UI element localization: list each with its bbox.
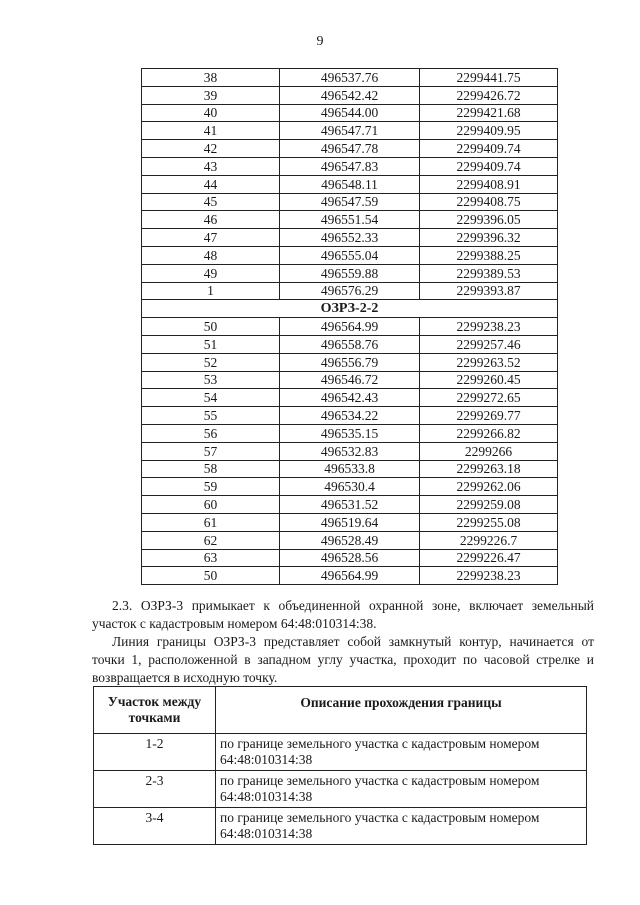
coord-y: 2299393.87 xyxy=(420,282,558,300)
table-row xyxy=(142,122,558,140)
point-number: 47 xyxy=(142,229,280,247)
coord-y: 2299226.47 xyxy=(420,549,558,567)
description-cell: по границе земельного участка с кадастровым номером 64:48:010314:38 xyxy=(216,808,587,845)
table-row xyxy=(142,69,558,87)
point-number: 46 xyxy=(142,211,280,229)
table-row xyxy=(94,771,587,808)
coord-y: 2299263.52 xyxy=(420,353,558,371)
table-row xyxy=(142,318,558,336)
coord-x: 496528.56 xyxy=(280,549,420,567)
table-row xyxy=(142,478,558,496)
coord-y: 2299408.91 xyxy=(420,175,558,193)
description-cell: по границе земельного участка с кадастровым номером 64:48:010314:38 xyxy=(216,734,587,771)
coord-y: 2299408.75 xyxy=(420,193,558,211)
table-row xyxy=(142,567,558,585)
table-row xyxy=(142,229,558,247)
point-number: 49 xyxy=(142,264,280,282)
point-number: 38 xyxy=(142,69,280,87)
table-row xyxy=(142,211,558,229)
coord-y: 2299409.74 xyxy=(420,140,558,158)
coord-x: 496564.99 xyxy=(280,567,420,585)
segment-cell: 2-3 xyxy=(94,771,216,808)
table-row xyxy=(142,86,558,104)
page-number: 9 xyxy=(316,34,324,49)
table-row xyxy=(142,193,558,211)
point-number: 51 xyxy=(142,335,280,353)
table-row xyxy=(142,496,558,514)
coord-x: 496551.54 xyxy=(280,211,420,229)
coord-x: 496535.15 xyxy=(280,424,420,442)
coord-y: 2299441.75 xyxy=(420,69,558,87)
coord-y: 2299269.77 xyxy=(420,407,558,425)
coord-x: 496546.72 xyxy=(280,371,420,389)
coord-x: 496547.78 xyxy=(280,140,420,158)
paragraph-boundary-line xyxy=(92,633,594,687)
coord-x: 496528.49 xyxy=(280,531,420,549)
coord-x: 496564.99 xyxy=(280,318,420,336)
table-row xyxy=(94,734,587,771)
coord-x: 496547.59 xyxy=(280,193,420,211)
table-row xyxy=(142,389,558,407)
coord-x: 496544.00 xyxy=(280,104,420,122)
coord-x: 496547.83 xyxy=(280,157,420,175)
coord-y: 2299389.53 xyxy=(420,264,558,282)
point-number: 57 xyxy=(142,442,280,460)
coord-y: 2299409.74 xyxy=(420,157,558,175)
paragraph-ozrz-3-intro xyxy=(92,597,594,633)
paragraph-text: Линия границы ОЗРЗ-3 представляет собой замкнутый контур, начинается от точки 1, расположенной в западном углу участка, проходит по часовой стрелке и возвращается в исходную точку. xyxy=(92,634,594,685)
point-number: 41 xyxy=(142,122,280,140)
coord-x: 496531.52 xyxy=(280,496,420,514)
coord-x: 496533.8 xyxy=(280,460,420,478)
coord-y: 2299255.08 xyxy=(420,513,558,531)
point-number: 39 xyxy=(142,86,280,104)
table-row xyxy=(142,442,558,460)
coordinates-table xyxy=(141,68,558,585)
point-number: 63 xyxy=(142,549,280,567)
point-number: 56 xyxy=(142,424,280,442)
coord-x: 496534.22 xyxy=(280,407,420,425)
table-row xyxy=(142,424,558,442)
section-row xyxy=(142,300,558,318)
table-row xyxy=(142,353,558,371)
segment-cell: 3-4 xyxy=(94,808,216,845)
coord-x: 496537.76 xyxy=(280,69,420,87)
coord-y: 2299272.65 xyxy=(420,389,558,407)
coord-y: 2299238.23 xyxy=(420,318,558,336)
description-cell: по границе земельного участка с кадастровым номером 64:48:010314:38 xyxy=(216,771,587,808)
coord-y: 2299238.23 xyxy=(420,567,558,585)
point-number: 44 xyxy=(142,175,280,193)
point-number: 45 xyxy=(142,193,280,211)
point-number: 43 xyxy=(142,157,280,175)
point-number: 48 xyxy=(142,246,280,264)
coord-x: 496542.43 xyxy=(280,389,420,407)
coord-y: 2299259.08 xyxy=(420,496,558,514)
coord-y: 2299262.06 xyxy=(420,478,558,496)
coord-x: 496556.79 xyxy=(280,353,420,371)
table-row xyxy=(142,140,558,158)
point-number: 62 xyxy=(142,531,280,549)
table-row xyxy=(142,282,558,300)
point-number: 1 xyxy=(142,282,280,300)
coord-x: 496519.64 xyxy=(280,513,420,531)
table-row xyxy=(142,460,558,478)
coord-x: 496576.29 xyxy=(280,282,420,300)
point-number: 50 xyxy=(142,567,280,585)
paragraph-text: 2.3. ОЗРЗ-3 примыкает к объединенной охранной зоне, включает земельный участок с кадастровым номером 64:48:010314:38. xyxy=(92,598,594,631)
point-number: 50 xyxy=(142,318,280,336)
table-row xyxy=(142,104,558,122)
coord-y: 2299396.32 xyxy=(420,229,558,247)
coord-x: 496559.88 xyxy=(280,264,420,282)
coord-x: 496542.42 xyxy=(280,86,420,104)
point-number: 55 xyxy=(142,407,280,425)
table-row xyxy=(142,513,558,531)
table-row xyxy=(142,531,558,549)
coord-y: 2299426.72 xyxy=(420,86,558,104)
coord-y: 2299421.68 xyxy=(420,104,558,122)
point-number: 40 xyxy=(142,104,280,122)
table-row xyxy=(142,264,558,282)
coord-y: 2299263.18 xyxy=(420,460,558,478)
point-number: 52 xyxy=(142,353,280,371)
point-number: 59 xyxy=(142,478,280,496)
coord-x: 496530.4 xyxy=(280,478,420,496)
point-number: 54 xyxy=(142,389,280,407)
coord-x: 496555.04 xyxy=(280,246,420,264)
table-row xyxy=(142,335,558,353)
coord-x: 496548.11 xyxy=(280,175,420,193)
coord-x: 496547.71 xyxy=(280,122,420,140)
boundary-description-table xyxy=(93,686,587,845)
segment-cell: 1-2 xyxy=(94,734,216,771)
point-number: 53 xyxy=(142,371,280,389)
coord-y: 2299226.7 xyxy=(420,531,558,549)
coord-x: 496532.83 xyxy=(280,442,420,460)
coord-x: 496552.33 xyxy=(280,229,420,247)
point-number: 58 xyxy=(142,460,280,478)
header-segment: Участок между точками xyxy=(94,687,216,734)
table-row xyxy=(142,157,558,175)
section-title: ОЗРЗ-2-2 xyxy=(142,300,558,318)
table-row xyxy=(142,407,558,425)
point-number: 60 xyxy=(142,496,280,514)
point-number: 61 xyxy=(142,513,280,531)
point-number: 42 xyxy=(142,140,280,158)
table-header-row xyxy=(94,687,587,734)
coord-y: 2299388.25 xyxy=(420,246,558,264)
coord-y: 2299266 xyxy=(420,442,558,460)
coord-y: 2299266.82 xyxy=(420,424,558,442)
coord-y: 2299409.95 xyxy=(420,122,558,140)
coord-y: 2299260.45 xyxy=(420,371,558,389)
header-description: Описание прохождения границы xyxy=(216,687,587,734)
table-row xyxy=(142,371,558,389)
table-row xyxy=(142,246,558,264)
coord-y: 2299257.46 xyxy=(420,335,558,353)
table-row xyxy=(142,175,558,193)
coord-x: 496558.76 xyxy=(280,335,420,353)
table-row xyxy=(142,549,558,567)
table-row xyxy=(94,808,587,845)
coord-y: 2299396.05 xyxy=(420,211,558,229)
